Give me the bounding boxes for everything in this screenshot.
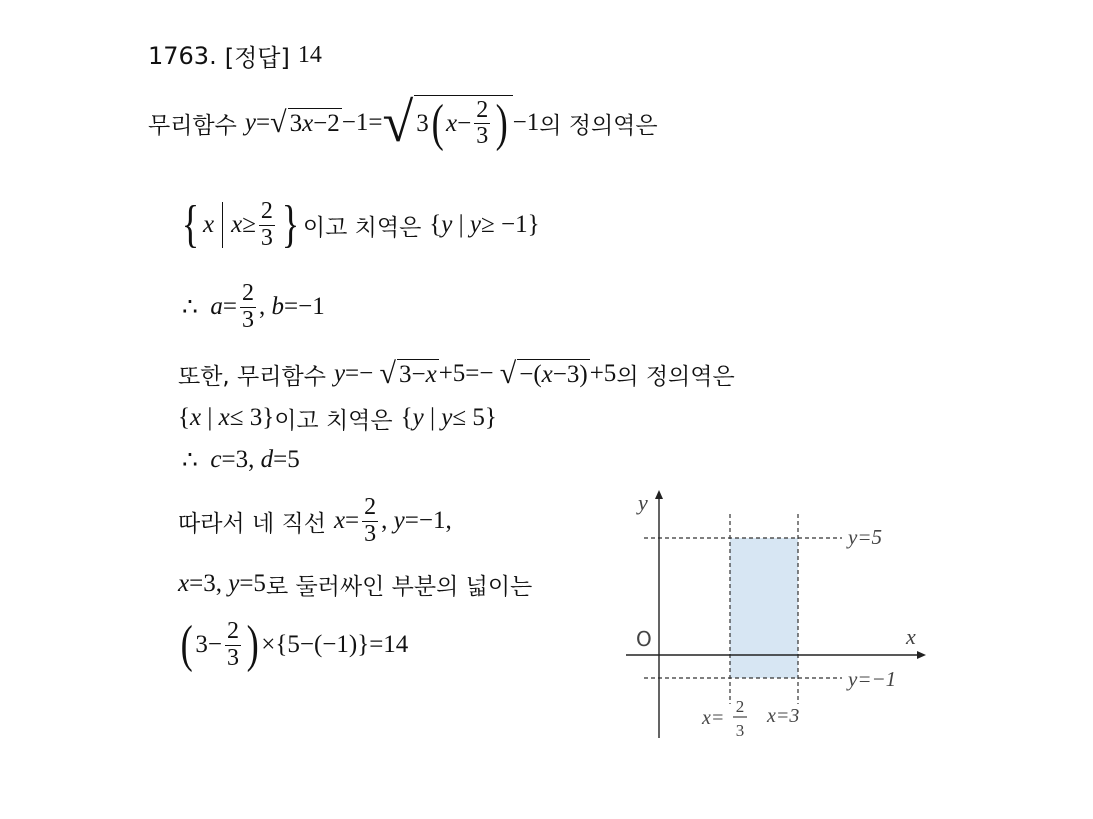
label-y-minus1: y=−1	[848, 667, 897, 691]
label-y-5: y=5	[848, 525, 882, 549]
shaded-region	[730, 538, 798, 678]
text-and-range-is: 이고 치역은	[302, 214, 422, 241]
solution-line-8: x =3, y =5 로 둘러싸인 부분의 넓이는	[178, 566, 532, 602]
problem-number: 1763.	[148, 41, 217, 70]
label-x-2-3-num: 2	[735, 697, 745, 716]
solution-line-2: { x x ≥ $\frac{2}{3}$ } 이고 치역은 { y | y ≥ −1}	[181, 196, 540, 253]
text-irrational-function: 무리함수	[148, 112, 237, 139]
text-area-enclosed: 로 둘러싸인 부분의 넓이는	[265, 573, 533, 600]
math-sqrt: √ 3 ( x − $\frac{2}{3}$ )	[382, 95, 512, 151]
origin-label: O	[636, 627, 652, 651]
math-sqrt: √ −( x −3)	[499, 357, 588, 390]
answer-tag: [정답]	[224, 44, 290, 72]
solution-line-6: ∴ c =3, d =5	[182, 446, 300, 474]
y-axis-label: y	[638, 490, 648, 515]
answer-value: 14	[297, 42, 322, 68]
solution-line-7: 따라서 네 직선 x = $\frac{2}{3}$ , y =−1,	[178, 494, 452, 547]
problem-header	[148, 38, 322, 73]
text-domain-is: 의 정의역은	[539, 112, 658, 139]
math-sqrt: √ 3− x	[379, 357, 437, 390]
solution-line-1: 무리함수 y = √ 3 x −2 −1= √ 3 ( x − $\frac{2}{3}$ ) −1 의 정의역은	[148, 92, 658, 154]
region-graph	[622, 484, 932, 746]
text-domain-is: 의 정의역은	[616, 363, 735, 390]
text-four-lines: 따라서 네 직선	[178, 510, 326, 537]
x-axis-arrow	[917, 651, 926, 659]
x-axis-label: x	[906, 624, 916, 649]
solution-line-3: ∴ a = $\frac{2}{3}$ , b =−1	[182, 280, 325, 333]
text-and-range-is: 이고 치역은	[274, 407, 393, 434]
text-also-irrational-function: 또한, 무리함수	[178, 363, 326, 390]
math-sqrt: √ 3 x −2	[270, 106, 340, 139]
solution-line-9: ( 3− $\frac{2}{3}$ ) ×{5−(−1)}=14	[180, 616, 409, 673]
solution-line-4: 또한, 무리함수 y =− √ 3− x +5=− √ −( x −3) +5 의 정의역은	[178, 357, 735, 390]
label-x-3: x=3	[767, 705, 800, 727]
label-x-2-3-den: 3	[735, 721, 745, 740]
solution-line-5: { x | x ≤ 3} 이고 치역은 { y | y ≤ 5}	[178, 400, 497, 436]
label-x-2-3: x=	[702, 707, 725, 729]
math-expr: y	[244, 109, 256, 136]
y-axis-arrow	[655, 490, 663, 499]
